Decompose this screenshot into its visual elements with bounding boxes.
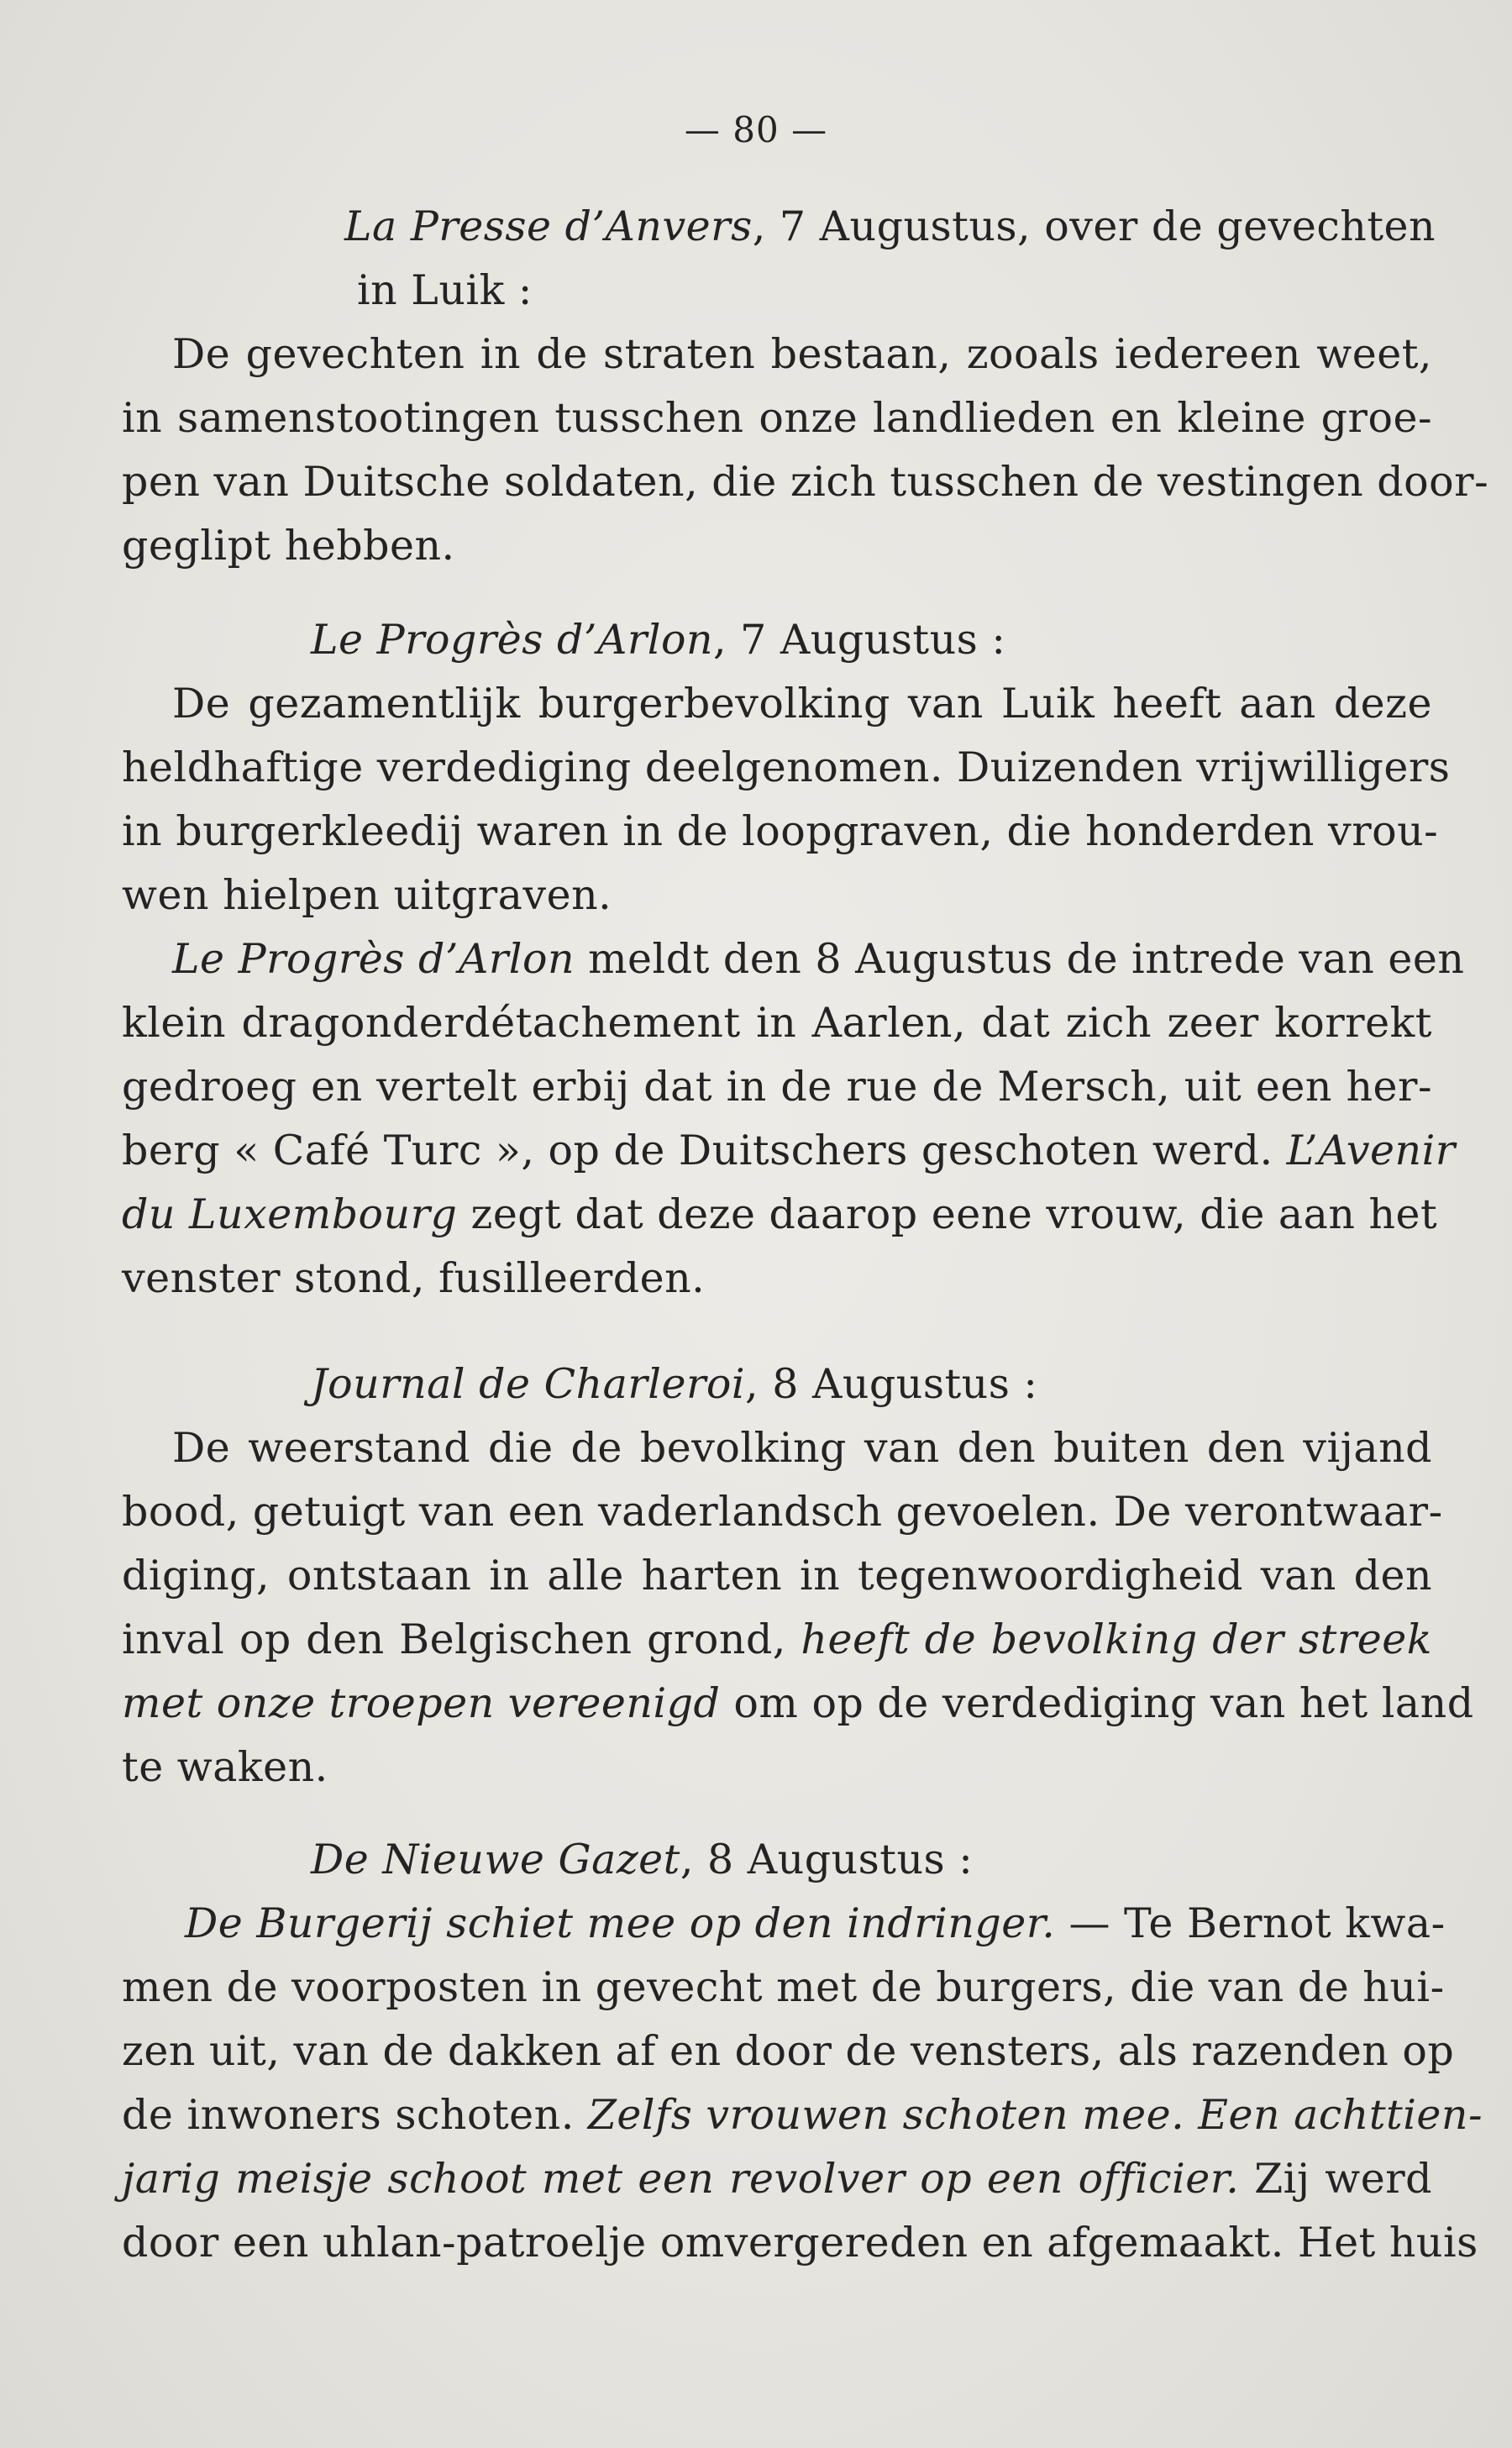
paragraph-line bbox=[122, 1672, 1474, 1736]
paragraph-line: men de voorposten in gevecht met de burgers, die van de hui- bbox=[122, 1963, 1445, 2011]
paragraph-line: pen van Duitsche soldaten, die zich tusschen de vestingen door- bbox=[122, 458, 1489, 506]
paragraph-line: bood, getuigt van een vaderlandsch gevoelen. De verontwaar- bbox=[122, 1488, 1443, 1536]
paragraph-line: wen hielpen uitgraven. bbox=[122, 871, 612, 919]
paragraph-line: zen uit, van de dakken af en door de vensters, als razenden op bbox=[122, 2027, 1455, 2075]
source-title: Journal de Charleroi bbox=[311, 1360, 746, 1408]
paragraph-line bbox=[122, 1892, 1446, 1956]
inline-text: berg « Café Turc », op de Duitschers geschoten werd. bbox=[122, 1127, 1287, 1174]
italic-emphasis: Zelfs vrouwen schoten mee. Een achttien- bbox=[587, 2091, 1483, 2139]
paragraph-line: door een uhlan-patroelje omvergereden en afgemaakt. Het huis bbox=[122, 2219, 1478, 2267]
paragraph-line: De gezamentlijk burgerbevolking van Luik heeft aan deze bbox=[172, 680, 1432, 728]
inline-text: zegt dat deze daarop eene vrouw, die aan het bbox=[457, 1190, 1438, 1238]
inline-source-title: L’Avenir bbox=[1286, 1127, 1456, 1174]
paragraph-line: heldhaftige verdediging deelgenomen. Duizenden vrijwilligers bbox=[122, 743, 1451, 791]
paragraph-line bbox=[122, 1183, 1438, 1247]
italic-emphasis: jarig meisje schoot met een revolver op een officier. bbox=[122, 2155, 1240, 2203]
paragraph-line bbox=[122, 1119, 1456, 1183]
source-date: , 7 Augustus : bbox=[713, 616, 1006, 664]
source-heading bbox=[122, 1828, 1432, 1892]
italic-emphasis: De Burgerij schiet mee op den indringer. bbox=[185, 1899, 1056, 1947]
paragraph-line bbox=[122, 1608, 1432, 1672]
section-presse-anvers bbox=[122, 195, 1489, 578]
paragraph-line: venster stond, fusilleerden. bbox=[122, 1254, 706, 1302]
inline-text: de inwoners schoten. bbox=[122, 2091, 588, 2139]
inline-text: Zij werd bbox=[1239, 2155, 1432, 2203]
paragraph-line: in burgerkleedij waren in de loopgraven, die honderden vrou- bbox=[122, 807, 1439, 855]
italic-emphasis: heeft de bevolking der streek bbox=[801, 1615, 1432, 1663]
source-date: , 8 Augustus : bbox=[680, 1836, 974, 1883]
paragraph-line bbox=[122, 2147, 1432, 2211]
inline-text: om op de verdediging van het land bbox=[720, 1679, 1474, 1727]
source-date: , 8 Augustus : bbox=[745, 1360, 1038, 1408]
paragraph-line: diging, ontstaan in alle harten in tegenwoordigheid van den bbox=[122, 1552, 1432, 1600]
source-title: Le Progrès d’Arlon bbox=[311, 616, 713, 664]
source-heading bbox=[122, 1353, 1432, 1416]
inline-source-title: du Luxembourg bbox=[122, 1190, 458, 1238]
paragraph-line: te waken. bbox=[122, 1743, 328, 1791]
paragraph-line: in samenstootingen tusschen onze landlieden en kleine groe- bbox=[122, 394, 1432, 442]
section-progres-arlon bbox=[122, 608, 1465, 1311]
section-nieuwe-gazet bbox=[122, 1828, 1483, 2275]
paragraph-line bbox=[122, 927, 1465, 991]
page-number: — 80 — bbox=[684, 109, 828, 150]
source-date: , 7 Augustus, over de gevechten bbox=[752, 202, 1436, 250]
section-journal-charleroi bbox=[122, 1353, 1474, 1799]
inline-source-title: Le Progrès d’Arlon bbox=[172, 935, 575, 983]
source-title: La Presse d’Anvers bbox=[344, 202, 753, 250]
source-heading bbox=[122, 608, 1432, 672]
italic-emphasis: met onze troepen vereenigd bbox=[122, 1679, 721, 1727]
source-title: De Nieuwe Gazet bbox=[311, 1836, 680, 1883]
source-heading-cont: in Luik : bbox=[357, 266, 533, 314]
paragraph-line: De weerstand die de bevolking van den buiten den vijand bbox=[172, 1424, 1432, 1472]
paragraph-line: geglipt hebben. bbox=[122, 522, 455, 570]
inline-text: meldt den 8 Augustus de intrede van een bbox=[575, 935, 1465, 983]
inline-text: — Te Bernot kwa- bbox=[1055, 1899, 1446, 1947]
paragraph-line bbox=[122, 2083, 1483, 2147]
inline-text: inval op den Belgischen grond, bbox=[122, 1615, 801, 1663]
source-heading bbox=[122, 195, 1436, 259]
paragraph-line: De gevechten in de straten bestaan, zooals iedereen weet, bbox=[172, 330, 1432, 378]
paragraph-line: gedroeg en vertelt erbij dat in de rue de Mersch, uit een her- bbox=[122, 1063, 1432, 1111]
paragraph-line: klein dragonderdétachement in Aarlen, dat zich zeer korrekt bbox=[122, 999, 1432, 1047]
